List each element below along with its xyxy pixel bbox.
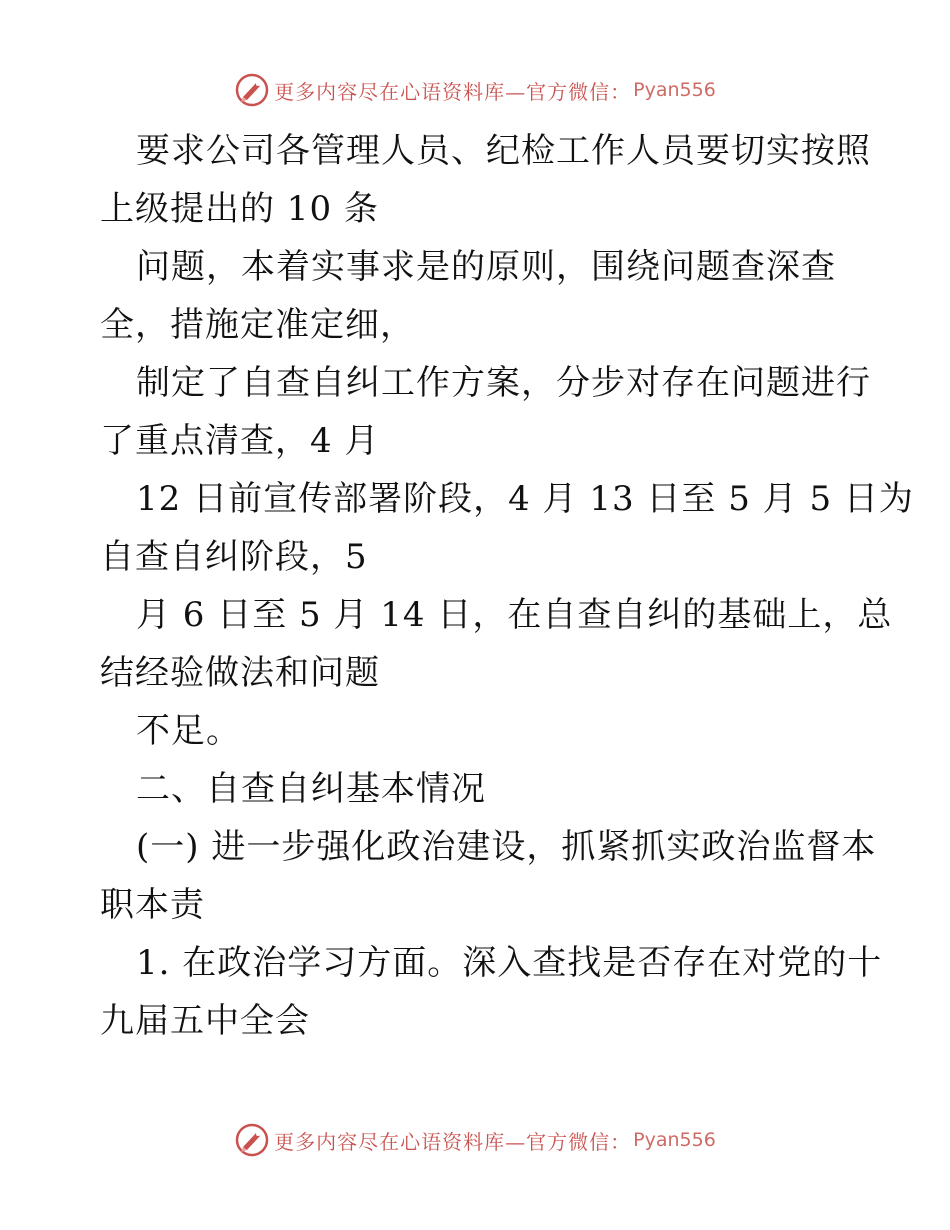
body-line: 问题，本着实事求是的原则，围绕问题查深查	[136, 247, 836, 287]
body-line: 制定了自查自纠工作方案，分步对存在问题进行	[136, 363, 871, 403]
watermark-text: 更多内容尽在心语资料库—官方微信：	[274, 1129, 632, 1154]
body-line: 12 日前宣传部署阶段，4 月 13 日至 5 月 5 日为	[136, 479, 914, 519]
body-line: 要求公司各管理人员、纪检工作人员要切实按照	[136, 131, 871, 171]
document-body	[100, 122, 914, 1050]
body-line: 职本责	[100, 885, 205, 925]
section-heading: 二、自查自纠基本情况	[136, 769, 486, 809]
body-line: 1. 在政治学习方面。深入查找是否存在对党的十	[136, 943, 883, 983]
body-line: 自查自纠阶段，5	[100, 537, 368, 577]
pen-logo-icon	[234, 1122, 270, 1158]
body-line: 上级提出的 10 条	[100, 189, 379, 229]
body-line: 全，措施定准定细，	[100, 305, 415, 345]
watermark-wechat-id: Pyan556	[633, 79, 716, 101]
watermark-wechat-id: Pyan556	[633, 1129, 716, 1151]
footer-watermark	[0, 1120, 950, 1160]
body-line: 了重点清查，4 月	[100, 421, 380, 461]
body-line: 结经验做法和问题	[100, 653, 380, 693]
body-line: 九届五中全会	[100, 1001, 310, 1041]
header-watermark	[0, 70, 950, 110]
watermark-text: 更多内容尽在心语资料库—官方微信：	[274, 79, 632, 104]
body-line: 月 6 日至 5 月 14 日，在自查自纠的基础上，总	[136, 595, 893, 635]
pen-logo-icon	[234, 72, 270, 108]
subsection-heading: (一) 进一步强化政治建设，抓紧抓实政治监督本	[136, 827, 877, 867]
body-line: 不足。	[136, 711, 241, 751]
